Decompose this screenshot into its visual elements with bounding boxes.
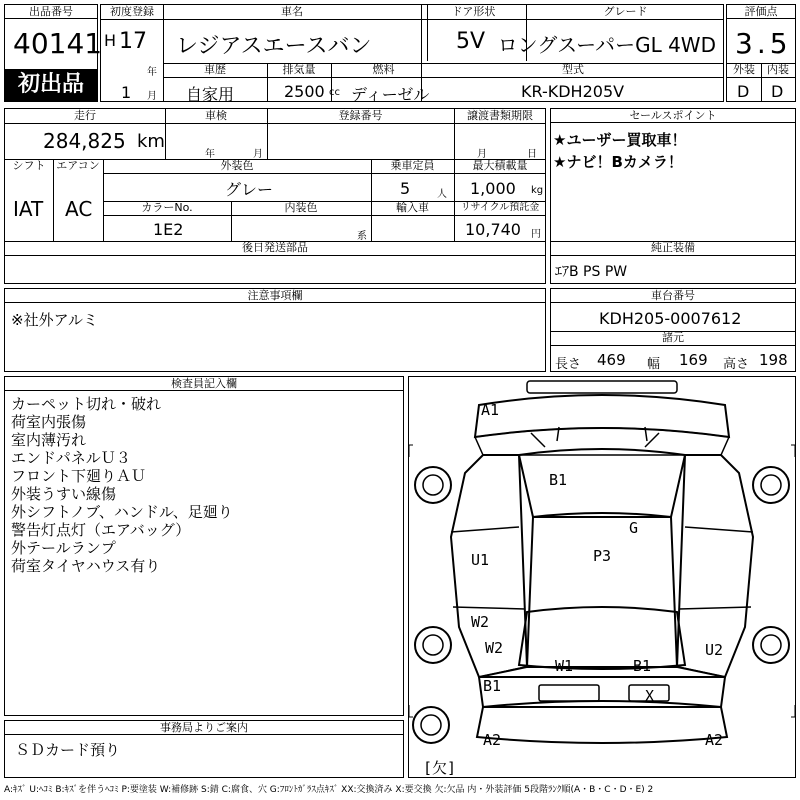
reg-label: 初度登録 bbox=[110, 5, 154, 18]
plate-label: 登録番号 bbox=[338, 109, 383, 122]
score: 3.5 bbox=[735, 27, 792, 60]
mark-missing: [欠] bbox=[423, 759, 457, 777]
year-unit: 年 bbox=[147, 67, 157, 78]
interior-label: 内装 bbox=[767, 63, 789, 76]
recycle: 10,740 bbox=[465, 220, 521, 239]
reg-month: 1 bbox=[121, 83, 132, 102]
spec-label: 諸元 bbox=[662, 331, 684, 344]
mark-p3: P3 bbox=[593, 547, 612, 565]
equipment-label: 純正装備 bbox=[651, 241, 695, 254]
length: 469 bbox=[597, 351, 626, 369]
displacement-label: 排気量 bbox=[282, 63, 316, 76]
insp-month-unit: 月 bbox=[253, 149, 263, 160]
note-item: 荷室タイヤハウス有り bbox=[11, 557, 161, 575]
note-item: カーペット切れ・破れ bbox=[11, 395, 162, 413]
exterior-label: 外装 bbox=[733, 63, 755, 76]
load-label: 最大積載量 bbox=[472, 159, 528, 172]
door-label: ドア形状 bbox=[451, 5, 496, 18]
office-box bbox=[4, 720, 404, 778]
top-info-table bbox=[100, 4, 724, 102]
mark-u1: U1 bbox=[471, 551, 490, 569]
model-code: KR-KDH205V bbox=[521, 82, 625, 101]
mark-b1-rear: B1 bbox=[633, 657, 652, 675]
mileage-unit: km bbox=[137, 131, 165, 152]
height-label: 高さ bbox=[723, 357, 750, 372]
mark-w1: W1 bbox=[555, 657, 574, 675]
sales-label: セールスポイント bbox=[551, 109, 795, 123]
note-item: 外装うすい線傷 bbox=[11, 485, 117, 503]
mark-w2-left: W2 bbox=[471, 613, 490, 631]
sales-point-1: ★ユーザー買取車！ bbox=[553, 131, 687, 149]
lot-label: 出品番号 bbox=[5, 5, 97, 19]
mark-w2-left-lower: W2 bbox=[485, 639, 504, 657]
mark-b1-left: B1 bbox=[483, 677, 502, 695]
height: 198 bbox=[759, 351, 788, 369]
displacement: 2500 bbox=[284, 82, 325, 101]
fuel: ディーゼル bbox=[351, 85, 430, 104]
note-item: 荷室内張傷 bbox=[11, 413, 87, 431]
mark-a2-right: A2 bbox=[705, 731, 724, 749]
office-label: 事務局よりご案内 bbox=[5, 721, 403, 735]
mark-a1: A1 bbox=[481, 401, 500, 419]
car-diagram bbox=[408, 376, 796, 778]
door: 5V bbox=[456, 29, 486, 54]
legend: A:ｷｽﾞ U:ﾍｺﾐ B:ｷｽﾞを伴うﾍｺﾐ P:要塗装 W:補修跡 S:錆 C:腐食、穴 G:ﾌﾛﾝﾄｶﾞﾗｽ点ｷｽﾞ XX:交換済み X:要交換 欠:欠品 内・外装評価 5段階ﾗﾝｸ順(A・B・C・D・E) 2 bbox=[4, 785, 654, 795]
inspector-label: 検査員記入欄 bbox=[5, 377, 403, 391]
color-no: 1E2 bbox=[153, 220, 184, 239]
history-label: 車歴 bbox=[204, 63, 226, 76]
transfer-day-unit: 日 bbox=[527, 149, 537, 160]
caution-text: ※社外アルミ bbox=[11, 311, 98, 329]
mark-g: G bbox=[629, 519, 639, 537]
lot-number: 40141 bbox=[13, 27, 103, 60]
score-box bbox=[726, 4, 796, 102]
chassis: KDH205-0007612 bbox=[599, 309, 742, 328]
interior-grade: D bbox=[771, 82, 784, 101]
note-item: 外シフトノブ、ハンドル、足廻り bbox=[11, 503, 233, 521]
reg-year: 17 bbox=[119, 29, 147, 54]
car-name-label: 車名 bbox=[281, 5, 303, 18]
chassis-box bbox=[550, 288, 796, 372]
mileage-label: 走行 bbox=[74, 109, 96, 122]
first-listing-badge: 初出品 bbox=[5, 69, 97, 101]
note-item: 外テールランプ bbox=[11, 539, 116, 557]
chassis-label: 車台番号 bbox=[551, 289, 795, 303]
interior-color-label: 内装色 bbox=[284, 201, 318, 214]
score-label: 評価点 bbox=[727, 5, 795, 19]
shift-label: シフト bbox=[12, 159, 46, 172]
fuel-label: 燃料 bbox=[372, 63, 395, 76]
month-unit: 月 bbox=[147, 91, 157, 102]
width-label: 幅 bbox=[647, 357, 661, 372]
note-item: 室内薄汚れ bbox=[11, 431, 87, 449]
capacity: 5 bbox=[400, 179, 411, 198]
transfer-month-unit: 月 bbox=[477, 149, 487, 160]
mark-b1-roof: B1 bbox=[549, 471, 568, 489]
later-parts-label: 後日発送部品 bbox=[242, 241, 308, 254]
inspection-label: 車検 bbox=[205, 109, 227, 122]
length-label: 長さ bbox=[555, 357, 582, 372]
width: 169 bbox=[679, 351, 708, 369]
car-name: レジアスエースバン bbox=[176, 34, 372, 59]
model-label: 型式 bbox=[562, 63, 584, 76]
history: 自家用 bbox=[186, 85, 235, 104]
exterior-grade: D bbox=[737, 82, 750, 101]
interior-color-unit: 系 bbox=[357, 231, 367, 242]
caution-label: 注意事項欄 bbox=[5, 289, 545, 303]
ac-label: エアコン bbox=[56, 159, 100, 172]
note-item: エンドパネルＵ３ bbox=[11, 449, 131, 467]
era-prefix: H bbox=[104, 31, 117, 50]
color: グレー bbox=[225, 180, 274, 199]
mark-a2-left: A2 bbox=[483, 731, 502, 749]
note-item: 警告灯点灯（エアバッグ） bbox=[11, 521, 191, 539]
capacity-label: 乗車定員 bbox=[390, 159, 435, 172]
color-label: 外装色 bbox=[220, 159, 254, 172]
grade: ロングスーパーGL 4WD bbox=[497, 33, 716, 57]
grade-label: グレード bbox=[603, 5, 648, 18]
mark-x: X bbox=[645, 687, 655, 705]
shift: IAT bbox=[13, 197, 44, 221]
middle-info-table bbox=[4, 108, 546, 284]
recycle-label: リサイクル預託金 bbox=[460, 202, 540, 213]
load: 1,000 bbox=[470, 179, 516, 198]
import-label: 輸入車 bbox=[396, 201, 429, 214]
lot-box bbox=[4, 4, 103, 102]
load-unit: kg bbox=[531, 185, 544, 196]
inspector-box bbox=[4, 376, 404, 716]
recycle-unit: 円 bbox=[531, 229, 541, 240]
cc-unit: cc bbox=[329, 87, 340, 98]
sales-point-2: ★ナビ！Bカメラ！ bbox=[553, 153, 683, 171]
color-no-label: カラーNo. bbox=[141, 201, 193, 214]
office-text: ＳＤカード預り bbox=[15, 741, 121, 759]
mileage: 284,825 bbox=[43, 129, 126, 153]
ac: AC bbox=[65, 197, 93, 221]
transfer-label: 譲渡書類期限 bbox=[467, 109, 533, 122]
caution-box bbox=[4, 288, 546, 372]
mark-u2: U2 bbox=[705, 641, 724, 659]
capacity-unit: 人 bbox=[437, 189, 447, 200]
insp-year-unit: 年 bbox=[205, 149, 215, 160]
equipment: ｴｱB PS PW bbox=[555, 264, 628, 280]
note-item: フロント下廻りＡＵ bbox=[11, 467, 147, 485]
car-outline-diagram bbox=[409, 377, 795, 777]
sales-points-box bbox=[550, 108, 796, 284]
